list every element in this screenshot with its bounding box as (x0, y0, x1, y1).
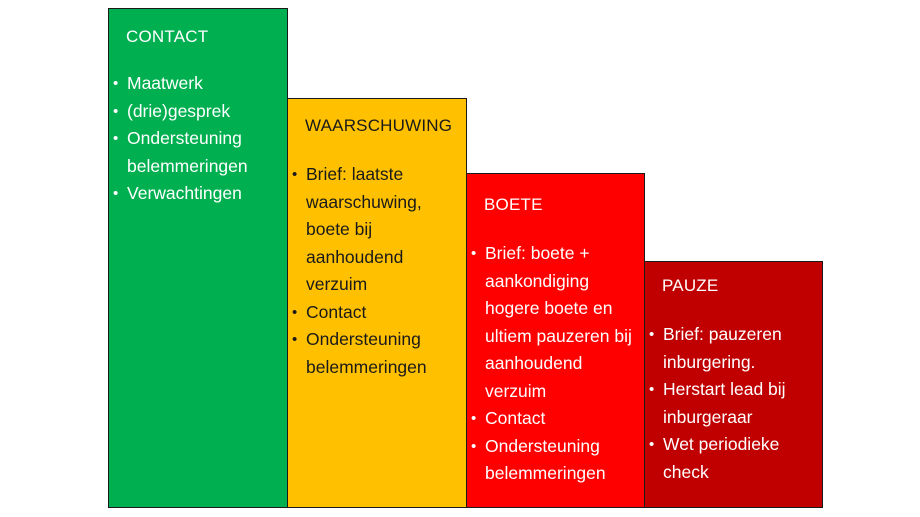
step-list (126, 70, 279, 208)
list-item: • (drie)gesprek (126, 98, 279, 126)
list-item: • Brief: pauzeren inburgering. (662, 321, 814, 376)
step-title: CONTACT (126, 27, 209, 46)
list-item: • Ondersteuning belemmeringen (305, 326, 458, 381)
step-list (484, 240, 636, 488)
step-waarschuwing (287, 98, 467, 508)
list-item: • Wet periodieke check (662, 431, 814, 486)
list-item: • Verwachtingen (126, 180, 279, 208)
list-item: • Brief: boete + aankondiging hogere boete en ultiem pauzeren bij aanhoudend verzuim (484, 240, 636, 405)
step-pauze (644, 261, 823, 508)
step-list (662, 321, 814, 486)
list-item: • Ondersteuning belemmeringen (484, 433, 636, 488)
list-item: • Brief: laatste waarschuwing, boete bij aanhoudend verzuim (305, 161, 458, 299)
list-item: • Contact (305, 299, 458, 327)
list-item: • Herstart lead bij inburgeraar (662, 376, 814, 431)
step-contact (108, 8, 288, 508)
step-title: WAARSCHUWING (305, 116, 453, 135)
step-title: PAUZE (662, 276, 719, 295)
list-item: • Maatwerk (126, 70, 279, 98)
step-boete (466, 173, 645, 508)
step-title: BOETE (484, 195, 543, 214)
list-item: • Ondersteuning belemmeringen (126, 125, 279, 180)
step-list (305, 161, 458, 381)
list-item: • Contact (484, 405, 636, 433)
